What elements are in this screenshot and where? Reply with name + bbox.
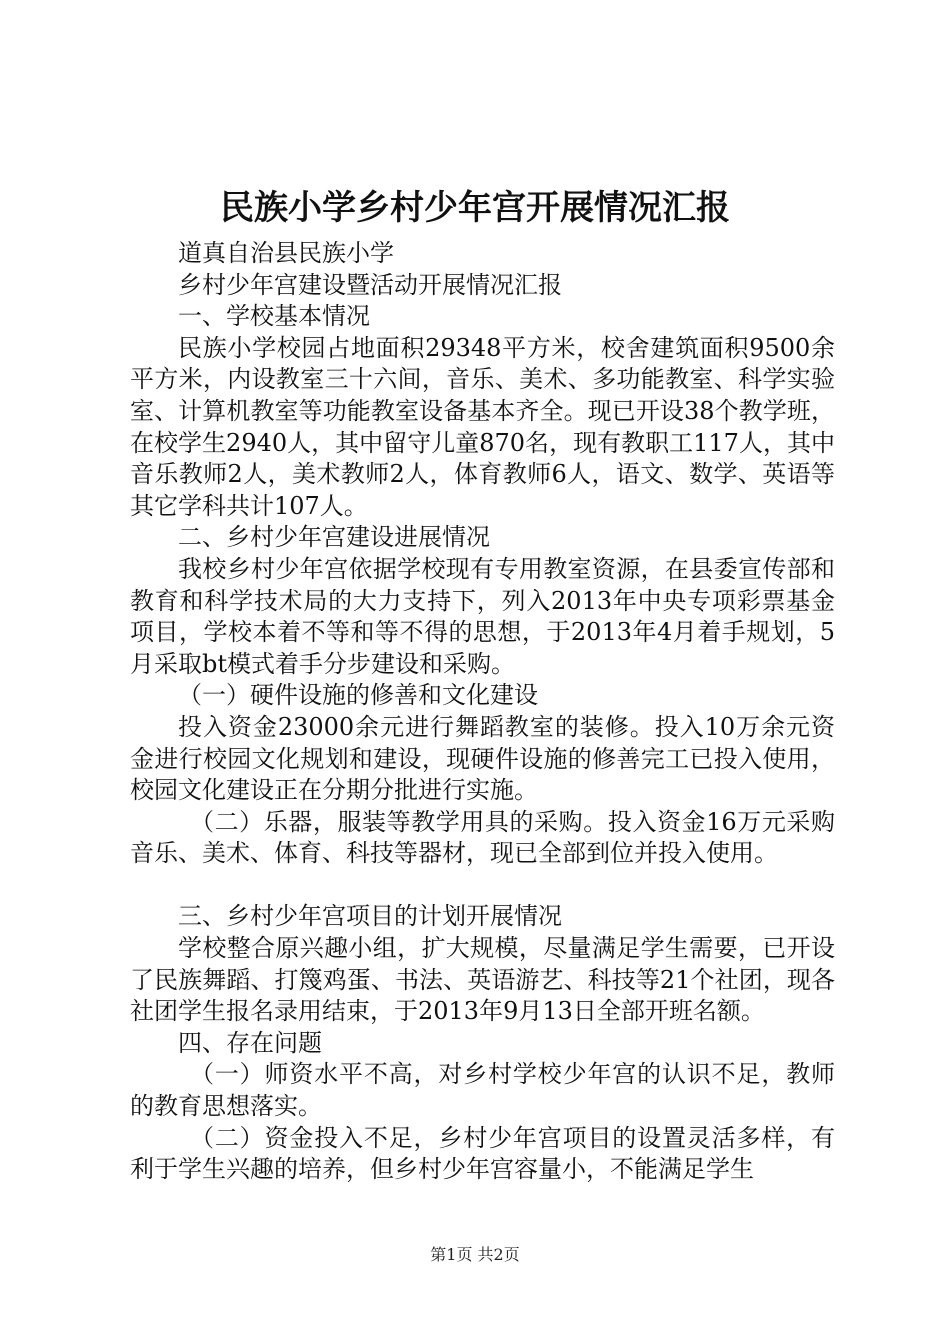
section-heading-1: 一、学校基本情况 [178,302,370,331]
paragraph-instruments: （二）乐器，服装等教学用具的采购。投入资金16万元采购音乐、美术、体育、科技等器材，现已全部到位并投入使用。 [130,807,835,868]
section-heading-3: 三、乡村少年宫项目的计划开展情况 [178,902,562,931]
paragraph-problem-2: （二）资金投入不足，乡村少年宫项目的设置灵活多样，有利于学生兴趣的培养，但乡村少年宫容量小，不能满足学生 [130,1123,835,1184]
page-number-footer: 第1页 共2页 [430,1245,520,1264]
paragraph-project-plan: 学校整合原兴趣小组，扩大规模，尽量满足学生需要，已开设了民族舞蹈、打篾鸡蛋、书法、英语游艺、科技等21个社团，现各社团学生报名录用结束，于2013年9月13日全部开班名额。 [130,934,835,1026]
school-name-line: 道真自治县民族小学 [178,239,394,267]
paragraph-basic-info: 民族小学校园占地面积29348平方米，校舍建筑面积9500余平方米，内设教室三十六间，音乐、美术、多功能教室、科学实验室、计算机教室等功能教室设备基本齐全。现已开设38个教学班，在校学生2940人，其中留守儿童870名，现有教职工117人，其中音乐教师2人，美术教师2人，体育教师6人，语文、数学、英语等其它学科共计107人。 [130,333,835,520]
paragraph-construction-progress: 我校乡村少年宫依据学校现有专用教室资源，在县委宣传部和教育和科学技术局的大力支持下，列入2013年中央专项彩票基金项目，学校本着不等和等不得的思想，于2013年4月着手规划，5月采取bt模式着手分步建设和采购。 [130,554,835,678]
subsection-heading-hardware: （一）硬件设施的修善和文化建设 [178,681,538,710]
document-body [130,238,835,1186]
section-heading-2: 二、乡村少年宫建设进展情况 [178,523,490,552]
section-heading-4: 四、存在问题 [178,1028,322,1057]
paragraph-hardware: 投入资金23000余元进行舞蹈教室的装修。投入10万余元资金进行校园文化规划和建设，现硬件设施的修善完工已投入使用，校园文化建设正在分期分批进行实施。 [130,712,835,805]
paragraph-problem-1: （一）师资水平不高，对乡村学校少年宫的认识不足，教师的教育思想落实。 [130,1060,835,1121]
document-title: 民族小学乡村少年宫开展情况汇报 [220,188,730,228]
report-subtitle-line: 乡村少年宫建设暨活动开展情况汇报 [178,270,562,299]
